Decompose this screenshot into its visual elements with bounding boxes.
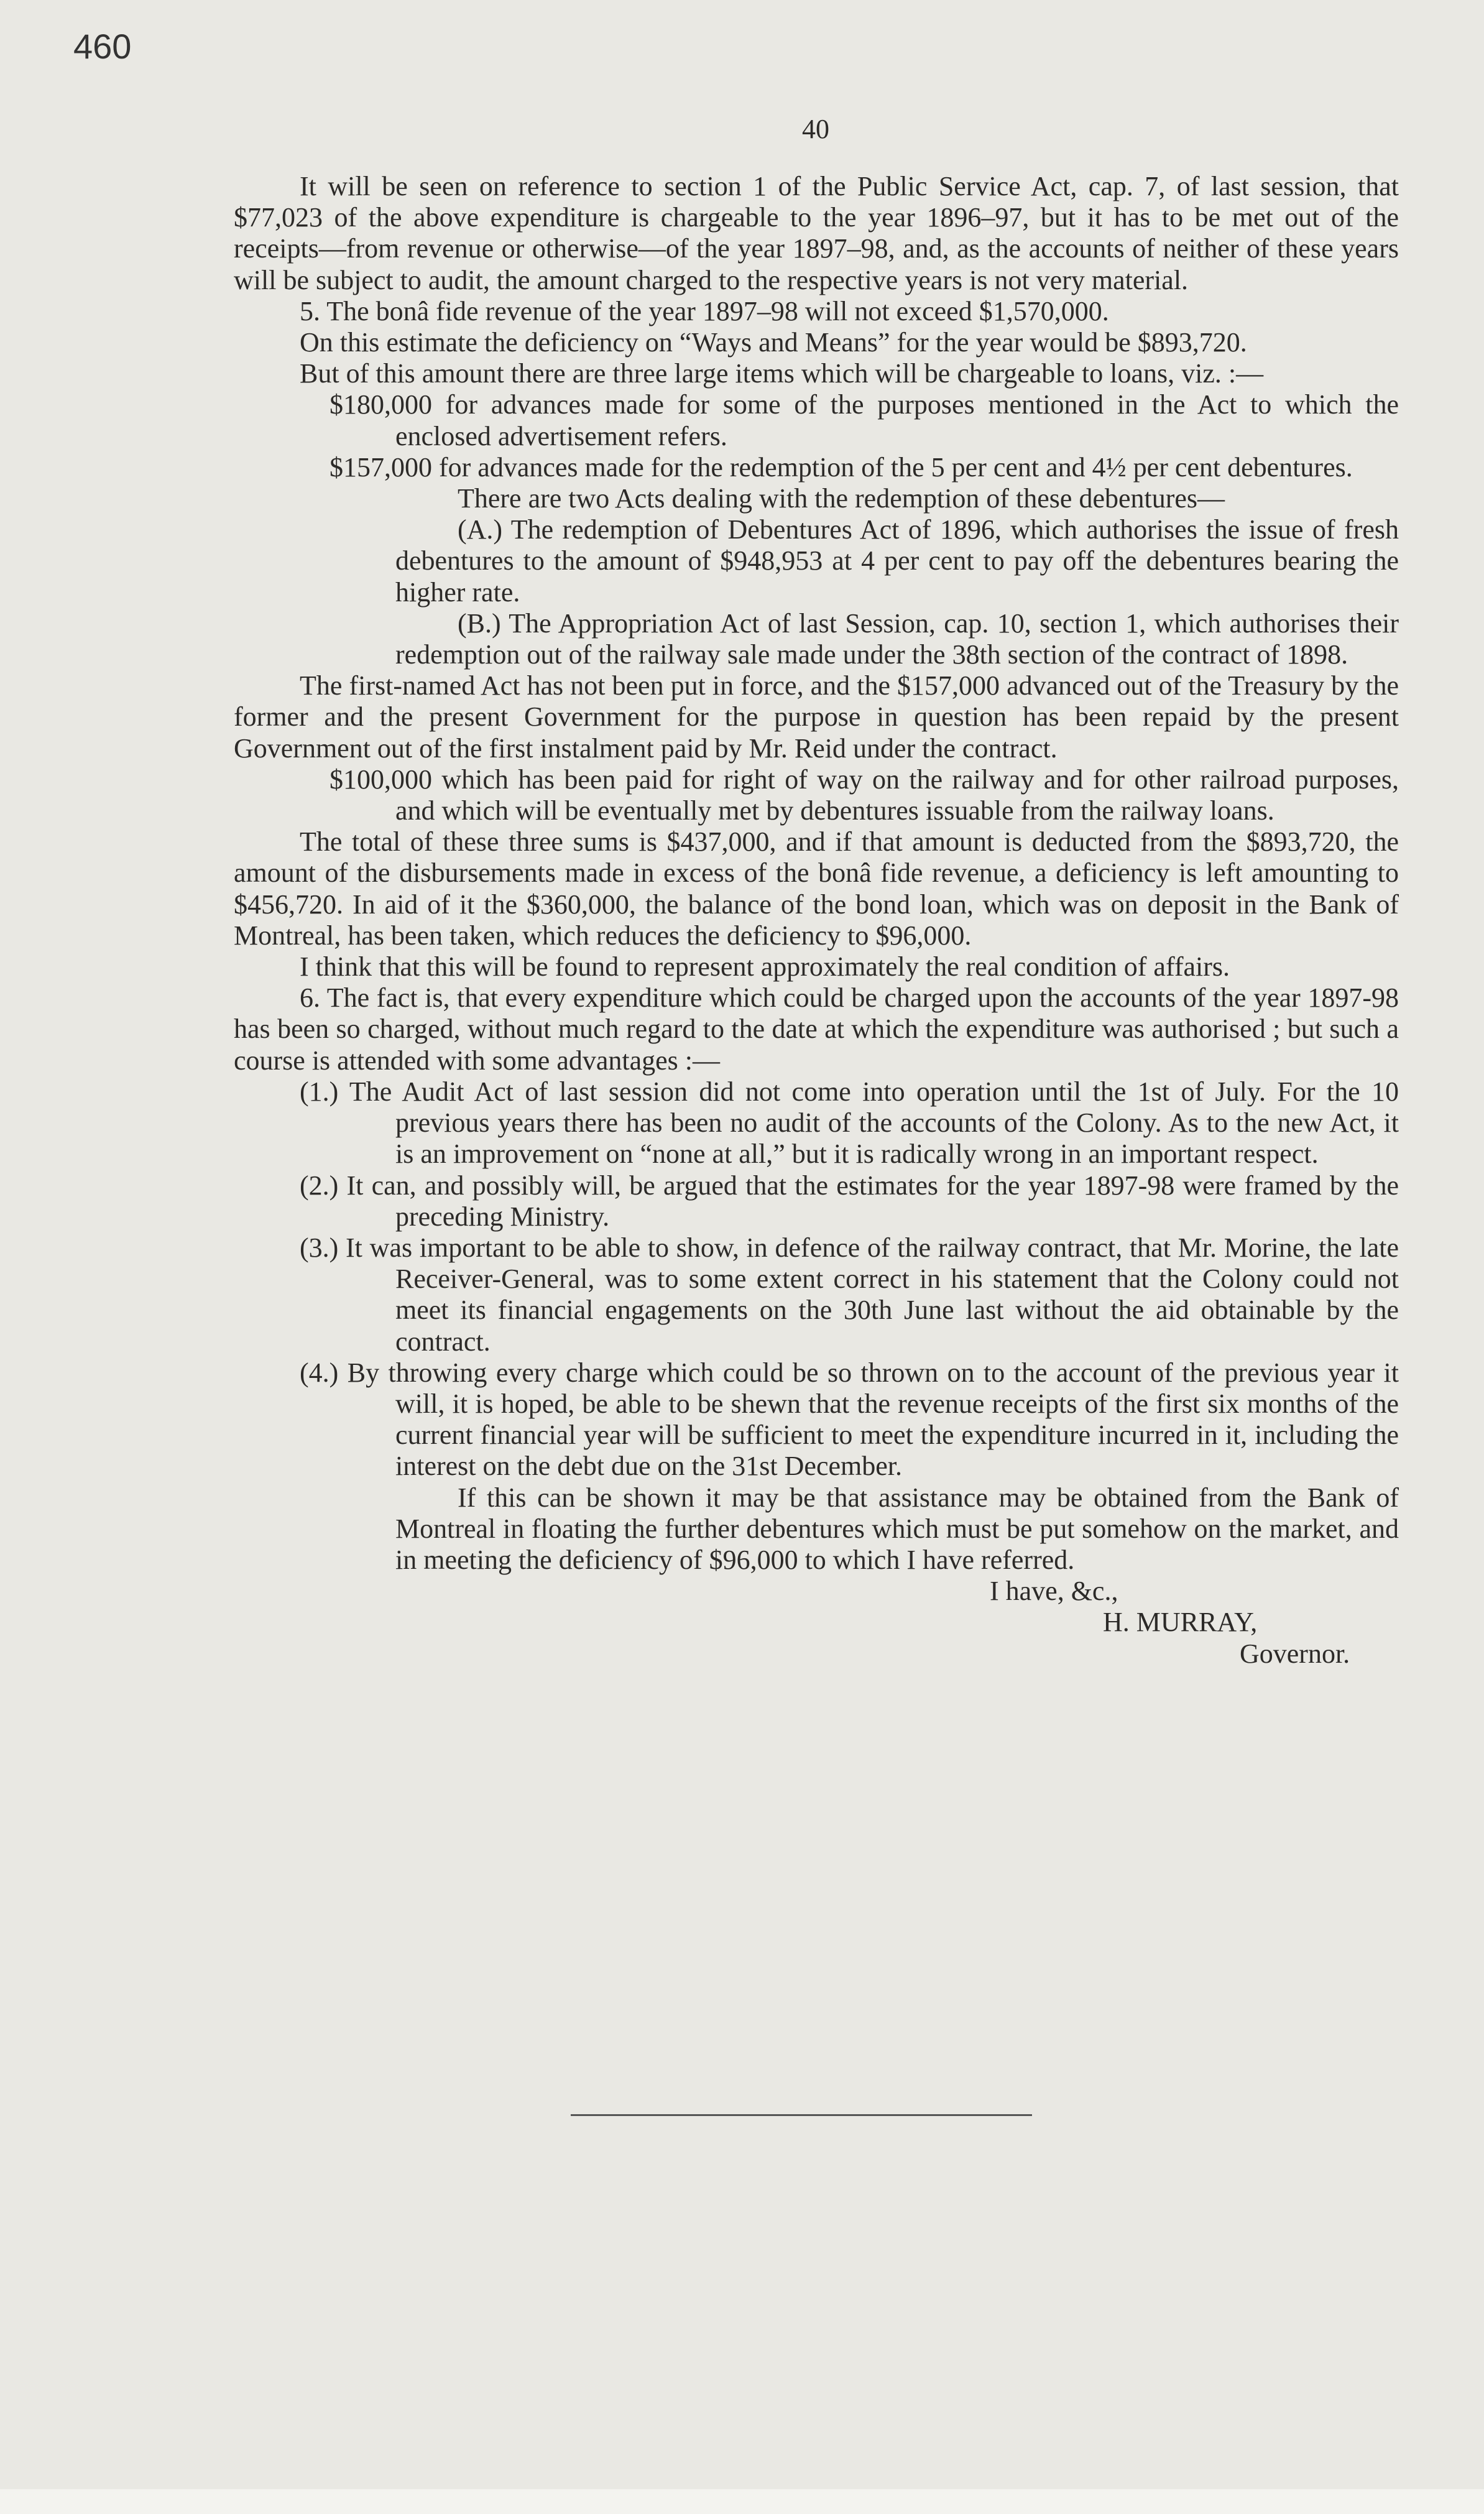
item-4-charges: (4.) By throwing every charge which could be so thrown on to the account of the previous year it will, it is hoped, be able to be shewn that the revenue receipts of the first six months of the current financial year will be sufficient to meet the expenditure incurred in it, including the interest on the debt due on the 31st December. bbox=[300, 1357, 1399, 1482]
item-act-b: (B.) The Appropriation Act of last Session, cap. 10, section 1, which authorises their redemption out of the railway sale made under the 38th section of the contract of 1898. bbox=[395, 608, 1399, 670]
item-3-railway-contract: (3.) It was important to be able to show, in defence of the railway contract, that Mr. Morine, the late Receiver-General, was to some extent correct in his statement that the Colony could not meet its financial engagements on the 30th June last without the aid obtainable by the contract. bbox=[300, 1232, 1399, 1357]
signature-title: Governor. bbox=[1240, 1638, 1350, 1669]
paragraph-first-named-act: The first-named Act has not been put in force, and the $157,000 advanced out of the Treasury by the former and the present Government for the purpose in question has been repaid by the present Government out of the first instalment paid by Mr. Reid under the contract. bbox=[234, 670, 1399, 764]
paragraph-total-sums: The total of these three sums is $437,000, and if that amount is deducted from the $893,720, the amount of the disbursements made in excess of the bonâ fide revenue, a deficiency is left amounting to $456,720. In aid of it the $360,000, the balance of the bond loan, which was on deposit in the Bank of Montreal, has been taken, which reduces the deficiency to $96,000. bbox=[234, 826, 1399, 951]
folio-number: 40 bbox=[802, 114, 829, 144]
scan-bottom-edge bbox=[0, 2489, 1484, 2514]
signature-closing: I have, &c., bbox=[990, 1576, 1118, 1607]
item-1-audit-act: (1.) The Audit Act of last session did not come into operation until the 1st of July. For the 10 previous years there has been no audit of the accounts of the Colony. As to the new Act, it is an improvement on “none at all,” but it is radically wrong in an important respect. bbox=[300, 1076, 1399, 1170]
closing-rule bbox=[571, 2114, 1032, 2116]
paragraph-chargeable-to-loans: But of this amount there are three large items which will be chargeable to loans, viz. :— bbox=[300, 358, 1264, 389]
paragraph-section-6: 6. The fact is, that every expenditure which could be charged upon the accounts of the year 1897-98 has been so charged, without much regard to the date at which the expenditure was authorised ; but such a course is attended with some advantages :— bbox=[234, 982, 1399, 1076]
signature-name: H. MURRAY, bbox=[1103, 1607, 1258, 1638]
item-act-a: (A.) The redemption of Debentures Act of 1896, which authorises the issue of fresh debentures to the amount of $948,953 at 4 per cent to pay off the debentures bearing the higher rate. bbox=[395, 514, 1399, 608]
paragraph-real-condition: I think that this will be found to represent approximately the real condition of affairs. bbox=[300, 951, 1230, 982]
paragraph-bona-fide-revenue: 5. The bonâ fide revenue of the year 1897–98 will not exceed $1,570,000. bbox=[300, 295, 1109, 326]
paragraph-bank-of-montreal: If this can be shown it may be that assistance may be obtained from the Bank of Montreal in floating the further debentures which must be put somehow on the market, and in meeting the deficiency of $96,000 to which I have referred. bbox=[395, 1482, 1399, 1575]
item-advances-157000: $157,000 for advances made for the redemption of the 5 per cent and 4½ per cent debentures. bbox=[330, 451, 1353, 483]
paragraph-two-acts: There are two Acts dealing with the redemption of these debentures— bbox=[458, 483, 1225, 514]
item-2-estimates: (2.) It can, and possibly will, be argued that the estimates for the year 1897-98 were framed by the preceding Ministry. bbox=[300, 1170, 1399, 1232]
item-right-of-way-100000: $100,000 which has been paid for right of way on the railway and for other railroad purposes, and which will be eventually met by debentures issuable from the railway loans. bbox=[330, 764, 1399, 826]
page-number: 460 bbox=[73, 27, 132, 66]
paragraph-deficiency-estimate: On this estimate the deficiency on “Ways and Means” for the year would be $893,720. bbox=[300, 327, 1247, 358]
item-advances-180000: $180,000 for advances made for some of the purposes mentioned in the Act to which the enclosed advertisement refers. bbox=[330, 389, 1399, 451]
document-body bbox=[234, 171, 1399, 1670]
paragraph-public-service-act: It will be seen on reference to section 1 of the Public Service Act, cap. 7, of last session, that $77,023 of the above expenditure is chargeable to the year 1896–97, but it has to be met out of the receipts—from revenue or otherwise—of the year 1897–98, and, as the accounts of neither of these years will be subject to audit, the amount charged to the respective years is not very material. bbox=[234, 171, 1399, 295]
